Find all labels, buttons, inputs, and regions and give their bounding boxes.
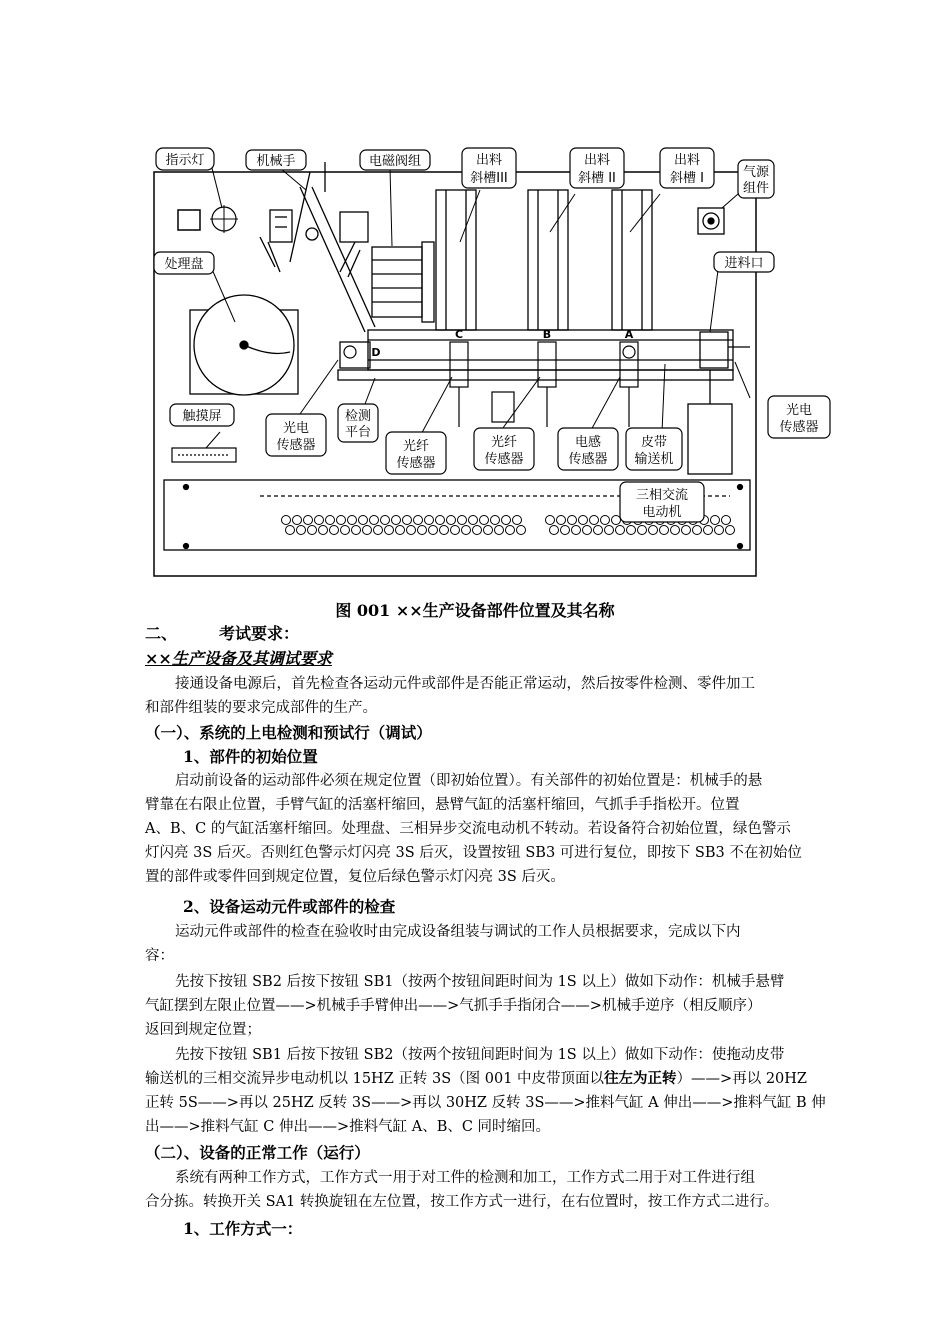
heading-initial-position: 1、部件的初始位置 bbox=[183, 747, 318, 766]
p1-line1: 接通设备电源后，首先检查各运动元件或部件是否能正常运动，然后按零件检测、零件加工 bbox=[175, 676, 755, 692]
p5-line1: 先按下按钮 SB1 后按下按钮 SB2（按两个按钮间距时间为 1S 以上）做如下动作：使拖动皮带 bbox=[175, 1047, 785, 1063]
p2-line5: 置的部件或零件回到规定位置，复位后绿色警示灯闪亮 3S 后灭。 bbox=[145, 869, 565, 885]
label-motor-line2: 电动机 bbox=[642, 505, 682, 520]
label-induct-line2: 传感器 bbox=[568, 452, 608, 467]
position-d: D bbox=[371, 346, 381, 359]
label-solenoid-valve: 电磁阀组 bbox=[368, 154, 422, 169]
position-b: B bbox=[542, 328, 552, 341]
label-fiber2-line1: 光纤 bbox=[490, 435, 518, 450]
p5-line2-end: ）——>再以 20HZ bbox=[676, 1071, 807, 1087]
label-photo-right-line1: 光电 bbox=[785, 403, 813, 418]
heading-component-check: 2、设备运动元件或部件的检查 bbox=[183, 897, 396, 916]
p5-line3: 正转 5S——>再以 25HZ 反转 3S——>再以 30HZ 反转 3S——>推料气缸 A 伸出——>推料气缸 B 伸 bbox=[145, 1095, 826, 1111]
figure-caption: 图 001 ××生产设备部件位置及其名称 bbox=[335, 601, 615, 620]
heading-part-one: （一）、系统的上电检测和预试行（调试） bbox=[145, 723, 432, 742]
p6-line2: 合分拣。转换开关 SA1 转换旋钮在左位置，按工作方式一进行，在右位置时，按工作方式二进行。 bbox=[145, 1194, 779, 1210]
p2-line3: A、B、C 的气缸活塞杆缩回。处理盘、三相异步交流电动机不转动。若设备符合初始位置，绿色警示 bbox=[145, 821, 791, 837]
section-two-number: 二、 bbox=[145, 624, 178, 643]
p5-line2 bbox=[145, 1067, 845, 1091]
label-manipulator: 机械手 bbox=[256, 154, 296, 169]
p5-line4: 出——>推料气缸 C 伸出——>推料气缸 A、B、C 同时缩回。 bbox=[145, 1119, 551, 1135]
label-motor-line1: 三相交流 bbox=[635, 488, 689, 503]
label-fiber2-line2: 传感器 bbox=[484, 452, 524, 467]
label-belt-line1: 皮带 bbox=[640, 435, 668, 450]
p4-line1: 先按下按钮 SB2 后按下按钮 SB1（按两个按钮间距时间为 1S 以上）做如下动作：机械手悬臂 bbox=[175, 974, 785, 990]
equipment-diagram bbox=[150, 142, 819, 580]
label-fiber1-line2: 传感器 bbox=[396, 456, 436, 471]
label-chute2-line2: 斜槽 II bbox=[578, 171, 616, 186]
label-air-line2: 组件 bbox=[742, 181, 770, 196]
p4-line3: 返回到规定位置； bbox=[145, 1022, 261, 1038]
doc-subtitle: ××生产设备及其调试要求 bbox=[145, 649, 332, 668]
label-chute3-line2: 斜槽III bbox=[470, 171, 508, 186]
label-air-line1: 气源 bbox=[742, 165, 770, 180]
label-indicator: 指示灯 bbox=[165, 153, 205, 168]
label-touch-screen: 触摸屏 bbox=[182, 409, 222, 424]
label-detect-line1: 检测 bbox=[344, 409, 372, 424]
label-induct-line1: 电感 bbox=[574, 435, 602, 450]
label-chute1-line2: 斜槽 I bbox=[670, 171, 704, 186]
label-fiber1-line1: 光纤 bbox=[402, 439, 430, 454]
section-two-heading bbox=[145, 622, 845, 646]
heading-work-mode-one: 1、工作方式一： bbox=[183, 1219, 303, 1238]
label-inlet: 进料口 bbox=[724, 256, 764, 271]
label-chute3-line1: 出料 bbox=[475, 153, 503, 168]
p3-line2: 容： bbox=[145, 948, 174, 964]
label-belt-line2: 输送机 bbox=[634, 452, 674, 467]
label-photo-left-line1: 光电 bbox=[282, 421, 310, 436]
heading-part-two: （二）、设备的正常工作（运行） bbox=[145, 1143, 370, 1162]
p2-line2: 臂靠在右限止位置，手臂气缸的活塞杆缩回，悬臂气缸的活塞杆缩回，气抓手手指松开。位置 bbox=[145, 797, 740, 813]
label-chute1-line1: 出料 bbox=[673, 153, 701, 168]
p4-line2: 气缸摆到左限止位置——>机械手手臂伸出——>气抓手手指闭合——>机械手逆序（相反顺序） bbox=[145, 998, 762, 1014]
p5-line2-start: 输送机的三相交流异步电动机以 15HZ 正转 3S（图 001 中皮带顶面以 bbox=[145, 1071, 605, 1087]
p1-line2: 和部件组装的要求完成部件的生产。 bbox=[145, 700, 377, 716]
position-c: C bbox=[454, 328, 464, 341]
position-a: A bbox=[624, 328, 634, 341]
label-chute2-line1: 出料 bbox=[583, 153, 611, 168]
p3-line1: 运动元件或部件的检查在验收时由完成设备组装与调试的工作人员根据要求，完成以下内 bbox=[175, 924, 741, 940]
equipment-diagram-svg bbox=[150, 142, 819, 580]
p6-line1: 系统有两种工作方式，工作方式一用于对工件的检测和加工，工作方式二用于对工件进行组 bbox=[175, 1170, 755, 1186]
label-photo-right-line2: 传感器 bbox=[779, 420, 819, 435]
label-photo-left-line2: 传感器 bbox=[276, 438, 316, 453]
p2-line1: 启动前设备的运动部件必须在规定位置（即初始位置）。有关部件的初始位置是：机械手的悬 bbox=[175, 773, 763, 789]
label-processing-disk: 处理盘 bbox=[164, 257, 204, 272]
p5-line2-bold: 往左为正转 bbox=[604, 1070, 677, 1087]
label-detect-line2: 平台 bbox=[344, 425, 372, 440]
section-two-title: 考试要求： bbox=[219, 624, 300, 643]
p2-line4: 灯闪亮 3S 后灭。否则红色警示灯闪亮 3S 后灭，设置按钮 SB3 可进行复位，即按下 SB3 不在初始位 bbox=[145, 845, 802, 861]
